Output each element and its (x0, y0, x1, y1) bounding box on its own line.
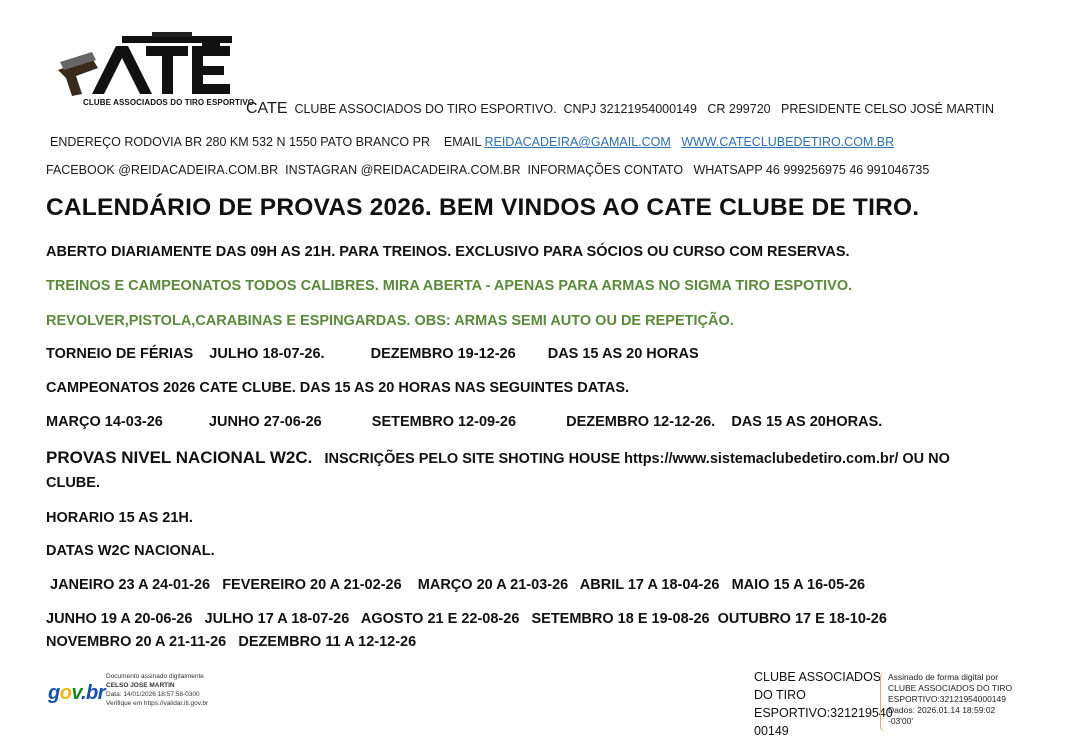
w2c-date: JULHO 17 A 18-07-26 (204, 611, 350, 627)
open-hours-line: ABERTO DIARIAMENTE DAS 09H AS 21H. PARA TREINOS. EXCLUSIVO PARA SÓCIOS OU CURSO COM RESERVAS. (46, 244, 850, 260)
header-line-1 (246, 100, 994, 118)
schedule-line: HORARIO 15 AS 21H. (46, 510, 193, 526)
w2c-date: OUTUBRO 17 E 18-10-26 (717, 611, 887, 627)
champ-date-june: JUNHO 27-06-26 (208, 414, 322, 430)
tournament-december: DEZEMBRO 19-12-26 (370, 346, 516, 362)
header-line-3 (46, 163, 929, 177)
club-short-name: CATE (246, 100, 288, 117)
govbr-verify: Verifique em https://validar.iti.gov.br (106, 700, 209, 707)
champ-hours: DAS 15 AS 20HORAS. (731, 414, 883, 430)
club-name: CLUBE ASSOCIADOS DO TIRO ESPORTIVO. (294, 102, 557, 116)
w2c-date: JUNHO 19 A 20-06-26 (46, 611, 193, 627)
sign-detail: CLUBE ASSOCIADOS DO TIRO (888, 683, 1013, 693)
w2c-date: MAIO 15 A 16-05-26 (731, 577, 866, 593)
tournament-line (46, 346, 699, 362)
digital-signature-name (754, 668, 893, 740)
w2c-row-1 (50, 577, 865, 593)
national-line (46, 448, 950, 468)
w2c-row-3 (46, 634, 416, 650)
header-line-2 (50, 135, 894, 149)
w2c-date: SETEMBRO 18 E 19-08-26 (531, 611, 710, 627)
tournament-july: JULHO 18-07-26. (209, 346, 325, 362)
champ-date-march: MARÇO 14-03-26 (46, 414, 163, 430)
info-contact: INFORMAÇÕES CONTATO (527, 163, 684, 177)
sign-detail: Assinado de forma digital por (888, 672, 999, 682)
page-title: CALENDÁRIO DE PROVAS 2026. BEM VINDOS AO CATE CLUBE DE TIRO. (46, 194, 920, 221)
govbr-details (106, 672, 208, 708)
president: PRESIDENTE CELSO JOSÉ MARTIN (781, 102, 995, 116)
sign-line: ESPORTIVO:321219540 (754, 706, 893, 720)
govbr-signature (48, 670, 248, 720)
tournament-label: TORNEIO DE FÉRIAS (46, 346, 194, 362)
digital-signature-details (888, 672, 1012, 727)
w2c-date: NOVEMBRO 20 A 21-11-26 (46, 634, 227, 650)
championship-dates-line (46, 414, 882, 430)
sign-line: 00149 (754, 724, 789, 738)
sign-detail: Dados: 2026.01.14 18:59:02 (888, 705, 996, 715)
w2c-date: JANEIRO 23 A 24-01-26 (50, 577, 211, 593)
weapons-line: REVOLVER,PISTOLA,CARABINAS E ESPINGARDAS. OBS: ARMAS SEMI AUTO OU DE REPETIÇÃO. (46, 313, 734, 329)
instagram: INSTAGRAN @REIDACADEIRA.COM.BR (285, 163, 521, 177)
govbr-signer-name: CELSO JOSE MARTIN (106, 682, 175, 689)
champ-date-september: SETEMBRO 12-09-26 (371, 414, 517, 430)
facebook: FACEBOOK @REIDACADEIRA.COM.BR (46, 163, 279, 177)
training-line: TREINOS E CAMPEONATOS TODOS CALIBRES. MIRA ABERTA - APENAS PARA ARMAS NO SIGMA TIRO ESPOTIVO. (46, 278, 853, 294)
email-label: EMAIL (443, 135, 481, 149)
logo-caption: CLUBE ASSOCIADOS DO TIRO ESPORTIVO (83, 98, 255, 107)
w2c-date: AGOSTO 21 E 22-08-26 (360, 611, 520, 627)
w2c-date: MARÇO 20 A 21-03-26 (417, 577, 569, 593)
w2c-date: DEZEMBRO 11 A 12-12-26 (238, 634, 417, 650)
sign-detail: ESPORTIVO:32121954000149 (888, 694, 1006, 704)
national-label: PROVAS NIVEL NACIONAL W2C. (46, 448, 313, 467)
club-logo (52, 32, 255, 110)
sign-line: CLUBE ASSOCIADOS (754, 670, 882, 684)
govbr-signed-label: Documento assinado digitalmente (106, 673, 204, 680)
address: ENDEREÇO RODOVIA BR 280 KM 532 N 1550 PATO BRANCO PR (50, 135, 430, 149)
national-continuation: CLUBE. (46, 475, 100, 491)
cr-number: CR 299720 (707, 102, 771, 116)
sign-line: DO TIRO (754, 688, 806, 702)
sign-detail: -03'00' (888, 716, 913, 726)
govbr-date: Data: 14/01/2026 18:57:58-0300 (106, 691, 200, 698)
govbr-logo: gov.br (48, 682, 106, 704)
national-text: INSCRIÇÕES PELO SITE SHOTING HOUSE https://www.sistemaclubedetiro.com.br/ OU NO (324, 451, 950, 467)
w2c-date: ABRIL 17 A 18-04-26 (579, 577, 720, 593)
w2c-dates-label: DATAS W2C NACIONAL. (46, 543, 215, 559)
tournament-hours: DAS 15 AS 20 HORAS (547, 346, 699, 362)
w2c-date: FEVEREIRO 20 A 21-02-26 (222, 577, 402, 593)
whatsapp: WHATSAPP 46 999256975 46 991046735 (693, 163, 930, 177)
champ-date-december: DEZEMBRO 12-12-26. (566, 414, 716, 430)
email-link[interactable]: REIDACADEIRA@GAMAIL.COM (484, 135, 671, 149)
cnpj: CNPJ 32121954000149 (563, 102, 697, 116)
website-link[interactable]: WWW.CATECLUBEDETIRO.COM.BR (681, 135, 895, 149)
w2c-row-2 (46, 611, 887, 627)
championships-line: CAMPEONATOS 2026 CATE CLUBE. DAS 15 AS 20 HORAS NAS SEGUINTES DATAS. (46, 380, 630, 396)
